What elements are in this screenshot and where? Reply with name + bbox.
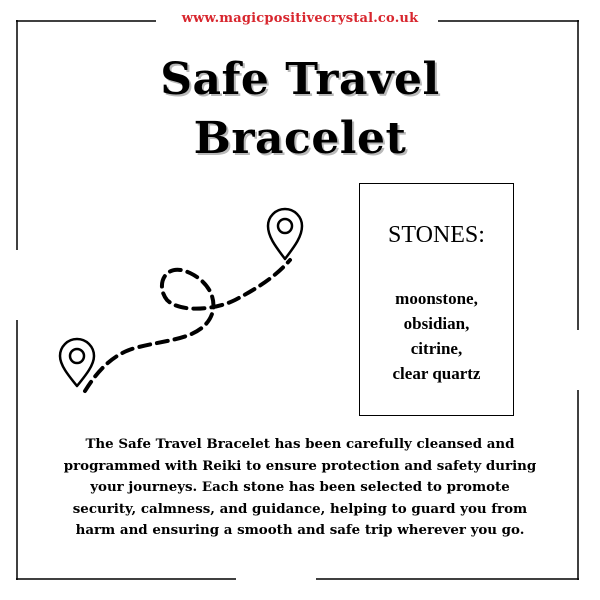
description-line: programmed with Reiki to ensure protection and safety during (63, 457, 537, 474)
website-url[interactable]: www.magicpositivecrystal.co.uk (181, 11, 419, 26)
map-pin-icon (268, 209, 302, 259)
description-line: security, calmness, and guidance, helping to guard you from (72, 500, 528, 517)
description-text (60, 434, 540, 542)
route-illustration (55, 205, 315, 405)
description-line: your journeys. Each stone has been selected to promote (90, 479, 510, 495)
dashed-route-icon (85, 260, 290, 391)
stone-item: obsidian, (403, 314, 470, 333)
description-line: The Safe Travel Bracelet has been carefully cleansed and (85, 436, 515, 452)
stone-item: moonstone, (395, 289, 478, 308)
title-line-2: Bracelet (193, 113, 407, 164)
stones-box (359, 183, 514, 416)
map-pin-icon (60, 339, 94, 386)
stones-list (360, 286, 513, 386)
stone-item: clear quartz (392, 364, 481, 383)
stone-item: citrine, (410, 339, 463, 358)
page-title (0, 50, 600, 168)
stones-heading: STONES: (388, 222, 485, 248)
description-line: harm and ensuring a smooth and safe trip wherever you go. (75, 522, 525, 538)
title-line-1: Safe Travel (160, 54, 440, 105)
